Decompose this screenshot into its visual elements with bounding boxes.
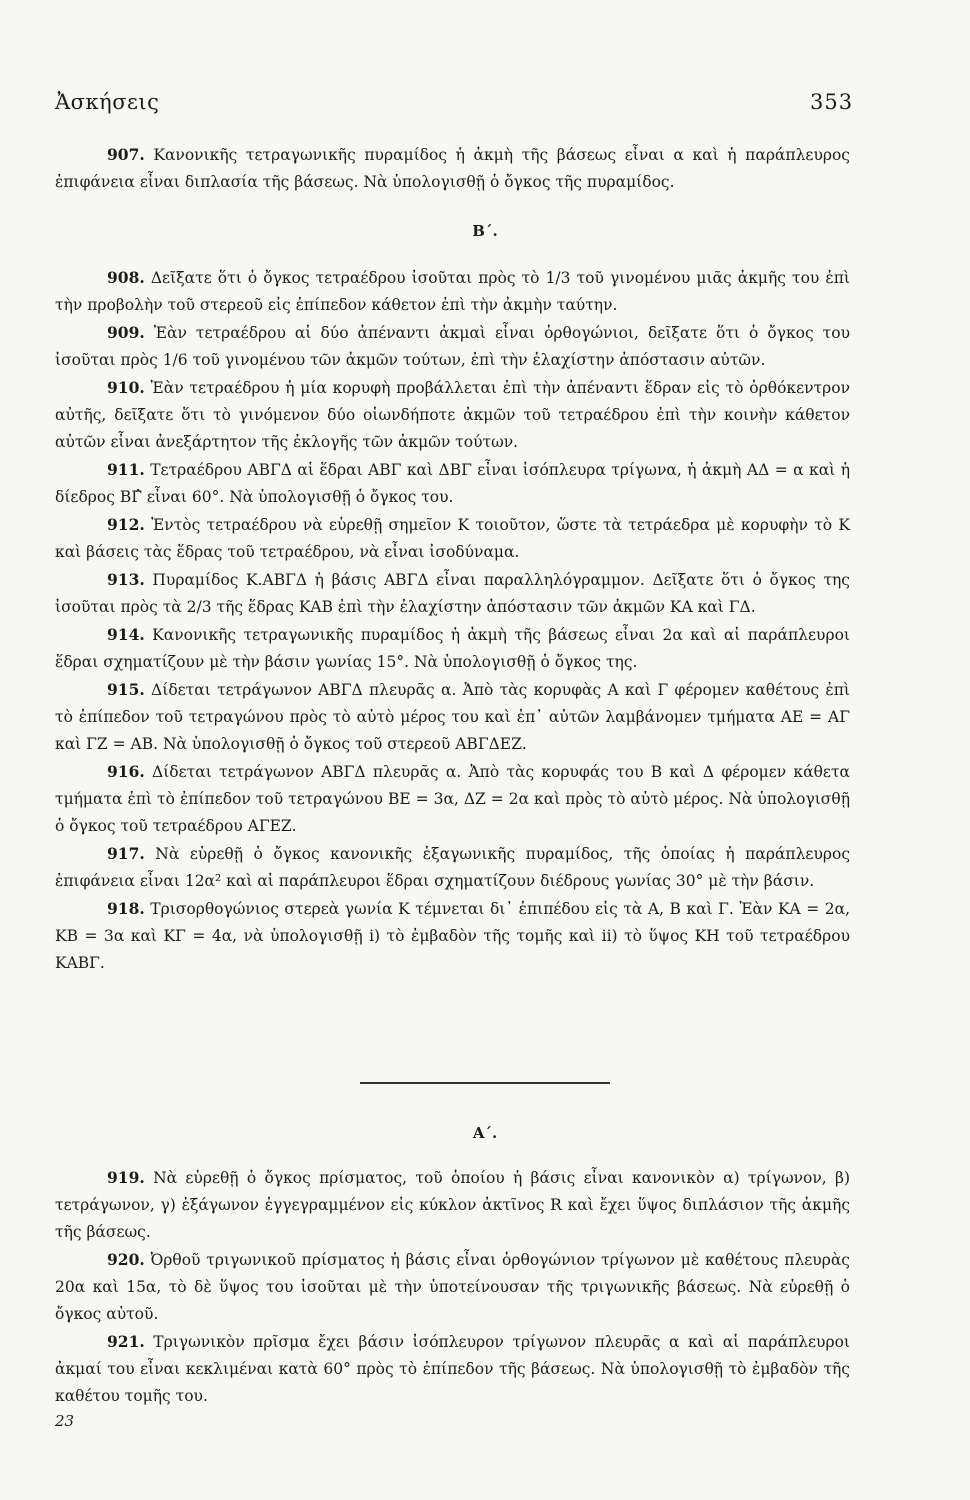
exercise-text: Πυραμίδος Κ.ΑΒΓΔ ἡ βάσις ΑΒΓΔ εἶναι παραλληλόγραμμον. Δεῖξατε ὅτι ὁ ὄγκος της ἰσοῦται πρὸς τὰ 2/3 τῆς ἕδρας ΚΑΒ ἐπὶ τὴν ἐλαχίστην ἀπόστασιν τῶν ἀκμῶν ΚΑ καὶ ΓΔ. xyxy=(55,571,850,616)
exercise-text: Τριγωνικὸν πρῖσμα ἔχει βάσιν ἰσόπλευρον τρίγωνον πλευρᾶς α καὶ αἱ παράπλευροι ἀκμαί του εἶναι κεκλιμέναι κατὰ 60° πρὸς τὸ ἐπίπεδον τῆς βάσεως. Νὰ ὑπολογισθῇ τὸ ἐμβαδὸν τῆς καθέτου τομῆς του. xyxy=(55,1333,850,1405)
exercise-text: Τετραέδρου ΑΒΓΔ αἱ ἕδραι ΑΒΓ καὶ ΔΒΓ εἶναι ἰσόπλευρα τρίγωνα, ἡ ἀκμὴ ΑΔ = α καὶ ἡ δίεδρος ΒΓ̂ εἶναι 60°. Νὰ ὑπολογισθῇ ὁ ὄγκος του. xyxy=(55,461,850,506)
exercise-text: Νὰ εὑρεθῇ ὁ ὄγκος κανονικῆς ἑξαγωνικῆς πυραμίδος, τῆς ὁποίας ἡ παράπλευρος ἐπιφάνεια εἶναι 12α² καὶ αἱ παράπλευροι ἕδραι σχηματίζουν διέδρους γωνίας 30° μὲ τὴν βάσιν. xyxy=(55,845,850,890)
running-header-title: Ἀσκήσεις xyxy=(55,90,160,114)
exercise-number: 916. xyxy=(107,762,145,781)
exercise-text: Κανονικῆς τετραγωνικῆς πυραμίδος ἡ ἀκμὴ τῆς βάσεως εἶναι 2α καὶ αἱ παράπλευροι ἕδραι σχηματίζουν μὲ τὴν βάσιν γωνίας 15°. Νὰ ὑπολογισθῇ ὁ ὄγκος της. xyxy=(55,626,850,671)
exercise-number: 913. xyxy=(107,570,145,589)
exercise-text: Ἐὰν τετραέδρου αἱ δύο ἀπέναντι ἀκμαὶ εἶναι ὀρθογώνιοι, δεῖξατε ὅτι ὁ ὄγκος του ἰσοῦται πρὸς 1/6 τοῦ γινομένου τῶν ἀκμῶν τούτων, ἐπὶ τὴν ἐλαχίστην ἀπόστασιν αὐτῶν. xyxy=(55,324,850,369)
exercise-912 xyxy=(55,511,850,566)
exercise-919 xyxy=(55,1164,850,1246)
exercise-block-top xyxy=(55,141,850,196)
exercise-914 xyxy=(55,621,850,676)
section-label-a: Α΄. xyxy=(472,1124,498,1142)
exercise-number: 920. xyxy=(107,1250,145,1269)
exercise-908 xyxy=(55,264,850,319)
exercise-number: 915. xyxy=(107,680,145,699)
exercise-text: Δίδεται τετράγωνον ΑΒΓΔ πλευρᾶς α. Ἀπὸ τὰς κορυφάς του Β καὶ Δ φέρομεν κάθετα τμήματα ἐπὶ τὸ ἐπίπεδον τοῦ τετραγώνου ΒΕ = 3α, ΔΖ = 2α καὶ πρὸς τὸ αὐτὸ μέρος. Νὰ ὑπολογισθῇ ὁ ὄγκος τοῦ τετραέδρου ΑΓΕΖ. xyxy=(55,763,850,835)
exercise-921 xyxy=(55,1328,850,1410)
exercise-915 xyxy=(55,676,850,758)
exercise-text: Ἐὰν τετραέδρου ἡ μία κορυφὴ προβάλλεται ἐπὶ τὴν ἀπέναντι ἕδραν εἰς τὸ ὀρθόκεντρον αὐτῆς, δεῖξατε ὅτι τὸ γινόμενον δύο οἱωνδήποτε ἀκμῶν τοῦ τετραέδρου ἐπὶ τὴν κοινὴν κάθετον αὐτῶν εἶναι ἀνεξάρτητον τῆς ἐκλογῆς τῶν ἀκμῶν τούτων. xyxy=(55,379,850,451)
exercise-number: 919. xyxy=(107,1168,145,1187)
exercise-909 xyxy=(55,319,850,374)
exercise-number: 912. xyxy=(107,515,145,534)
exercise-917 xyxy=(55,840,850,895)
exercise-number: 908. xyxy=(107,268,145,287)
exercise-907 xyxy=(55,141,850,196)
exercise-911 xyxy=(55,456,850,511)
exercise-text: Κανονικῆς τετραγωνικῆς πυραμίδος ἡ ἀκμὴ τῆς βάσεως εἶναι α καὶ ἡ παράπλευρος ἐπιφάνεια εἶναι διπλασία τῆς βάσεως. Νὰ ὑπολογισθῇ ὁ ὄγκος τῆς πυραμίδος. xyxy=(55,146,850,191)
exercise-block-section-a xyxy=(55,1164,850,1410)
section-divider-rule xyxy=(360,1082,610,1084)
exercise-number: 910. xyxy=(107,378,145,397)
signature-mark: 23 xyxy=(55,1412,75,1430)
exercise-910 xyxy=(55,374,850,456)
exercise-text: Δεῖξατε ὅτι ὁ ὄγκος τετραέδρου ἰσοῦται πρὸς τὸ 1/3 τοῦ γινομένου μιᾶς ἀκμῆς του ἐπὶ τὴν προβολὴν τοῦ στερεοῦ εἰς ἐπίπεδον κάθετον ἐπὶ τὴν ἀκμὴν ταύτην. xyxy=(55,269,850,314)
exercise-number: 918. xyxy=(107,899,145,918)
exercise-block-section-b xyxy=(55,264,850,977)
section-label-b: Β΄. xyxy=(472,222,498,240)
exercise-number: 914. xyxy=(107,625,145,644)
page-number: 353 xyxy=(810,90,854,114)
exercise-text: Ὀρθοῦ τριγωνικοῦ πρίσματος ἡ βάσις εἶναι ὀρθογώνιον τρίγωνον μὲ καθέτους πλευρὰς 20α καὶ 15α, τὸ δὲ ὕψος του ἰσοῦται μὲ τὴν ὑποτείνουσαν τῆς τριγωνικῆς βάσεως. Νὰ εὑρεθῇ ὁ ὄγκος αὐτοῦ. xyxy=(55,1251,850,1323)
exercise-number: 911. xyxy=(107,460,145,479)
exercise-text: Δίδεται τετράγωνον ΑΒΓΔ πλευρᾶς α. Ἀπὸ τὰς κορυφὰς Α καὶ Γ φέρομεν καθέτους ἐπὶ τὸ ἐπίπεδον τοῦ τετραγώνου πρὸς τὸ αὐτὸ μέρος του καὶ ἐπ᾽ αὐτῶν λαμβάνομεν τμήματα ΑΕ = ΑΓ καὶ ΓΖ = ΑΒ. Νὰ ὑπολογισθῇ ὁ ὄγκος τοῦ στερεοῦ ΑΒΓΔΕΖ. xyxy=(55,681,850,753)
exercise-text: Νὰ εὑρεθῇ ὁ ὄγκος πρίσματος, τοῦ ὁποίου ἡ βάσις εἶναι κανονικὸν α) τρίγωνον, β) τετράγωνον, γ) ἑξάγωνον ἐγγεγραμμένον εἰς κύκλον ἀκτῖνος R καὶ ἔχει ὕψος διπλάσιον τῆς ἀκμῆς τῆς βάσεως. xyxy=(55,1169,850,1241)
exercise-number: 917. xyxy=(107,844,145,863)
exercise-text: Τρισορθογώνιος στερεὰ γωνία Κ τέμνεται δι᾽ ἐπιπέδου εἰς τὰ Α, Β καὶ Γ. Ἐὰν ΚΑ = 2α, ΚΒ = 3α καὶ ΚΓ = 4α, νὰ ὑπολογισθῇ i) τὸ ἐμβαδὸν τῆς τομῆς καὶ ii) τὸ ὕψος ΚΗ τοῦ τετραέδρου ΚΑΒΓ. xyxy=(55,900,850,972)
exercise-918 xyxy=(55,895,850,977)
exercise-920 xyxy=(55,1246,850,1328)
exercise-number: 907. xyxy=(107,145,145,164)
exercise-text: Ἐντὸς τετραέδρου νὰ εὑρεθῇ σημεῖον Κ τοιοῦτον, ὥστε τὰ τετράεδρα μὲ κορυφὴν τὸ Κ καὶ βάσεις τὰς ἕδρας τοῦ τετραέδρου, νὰ εἶναι ἰσοδύναμα. xyxy=(55,516,851,561)
exercise-number: 921. xyxy=(107,1332,145,1351)
exercise-913 xyxy=(55,566,850,621)
exercise-916 xyxy=(55,758,850,840)
exercise-number: 909. xyxy=(107,323,145,342)
